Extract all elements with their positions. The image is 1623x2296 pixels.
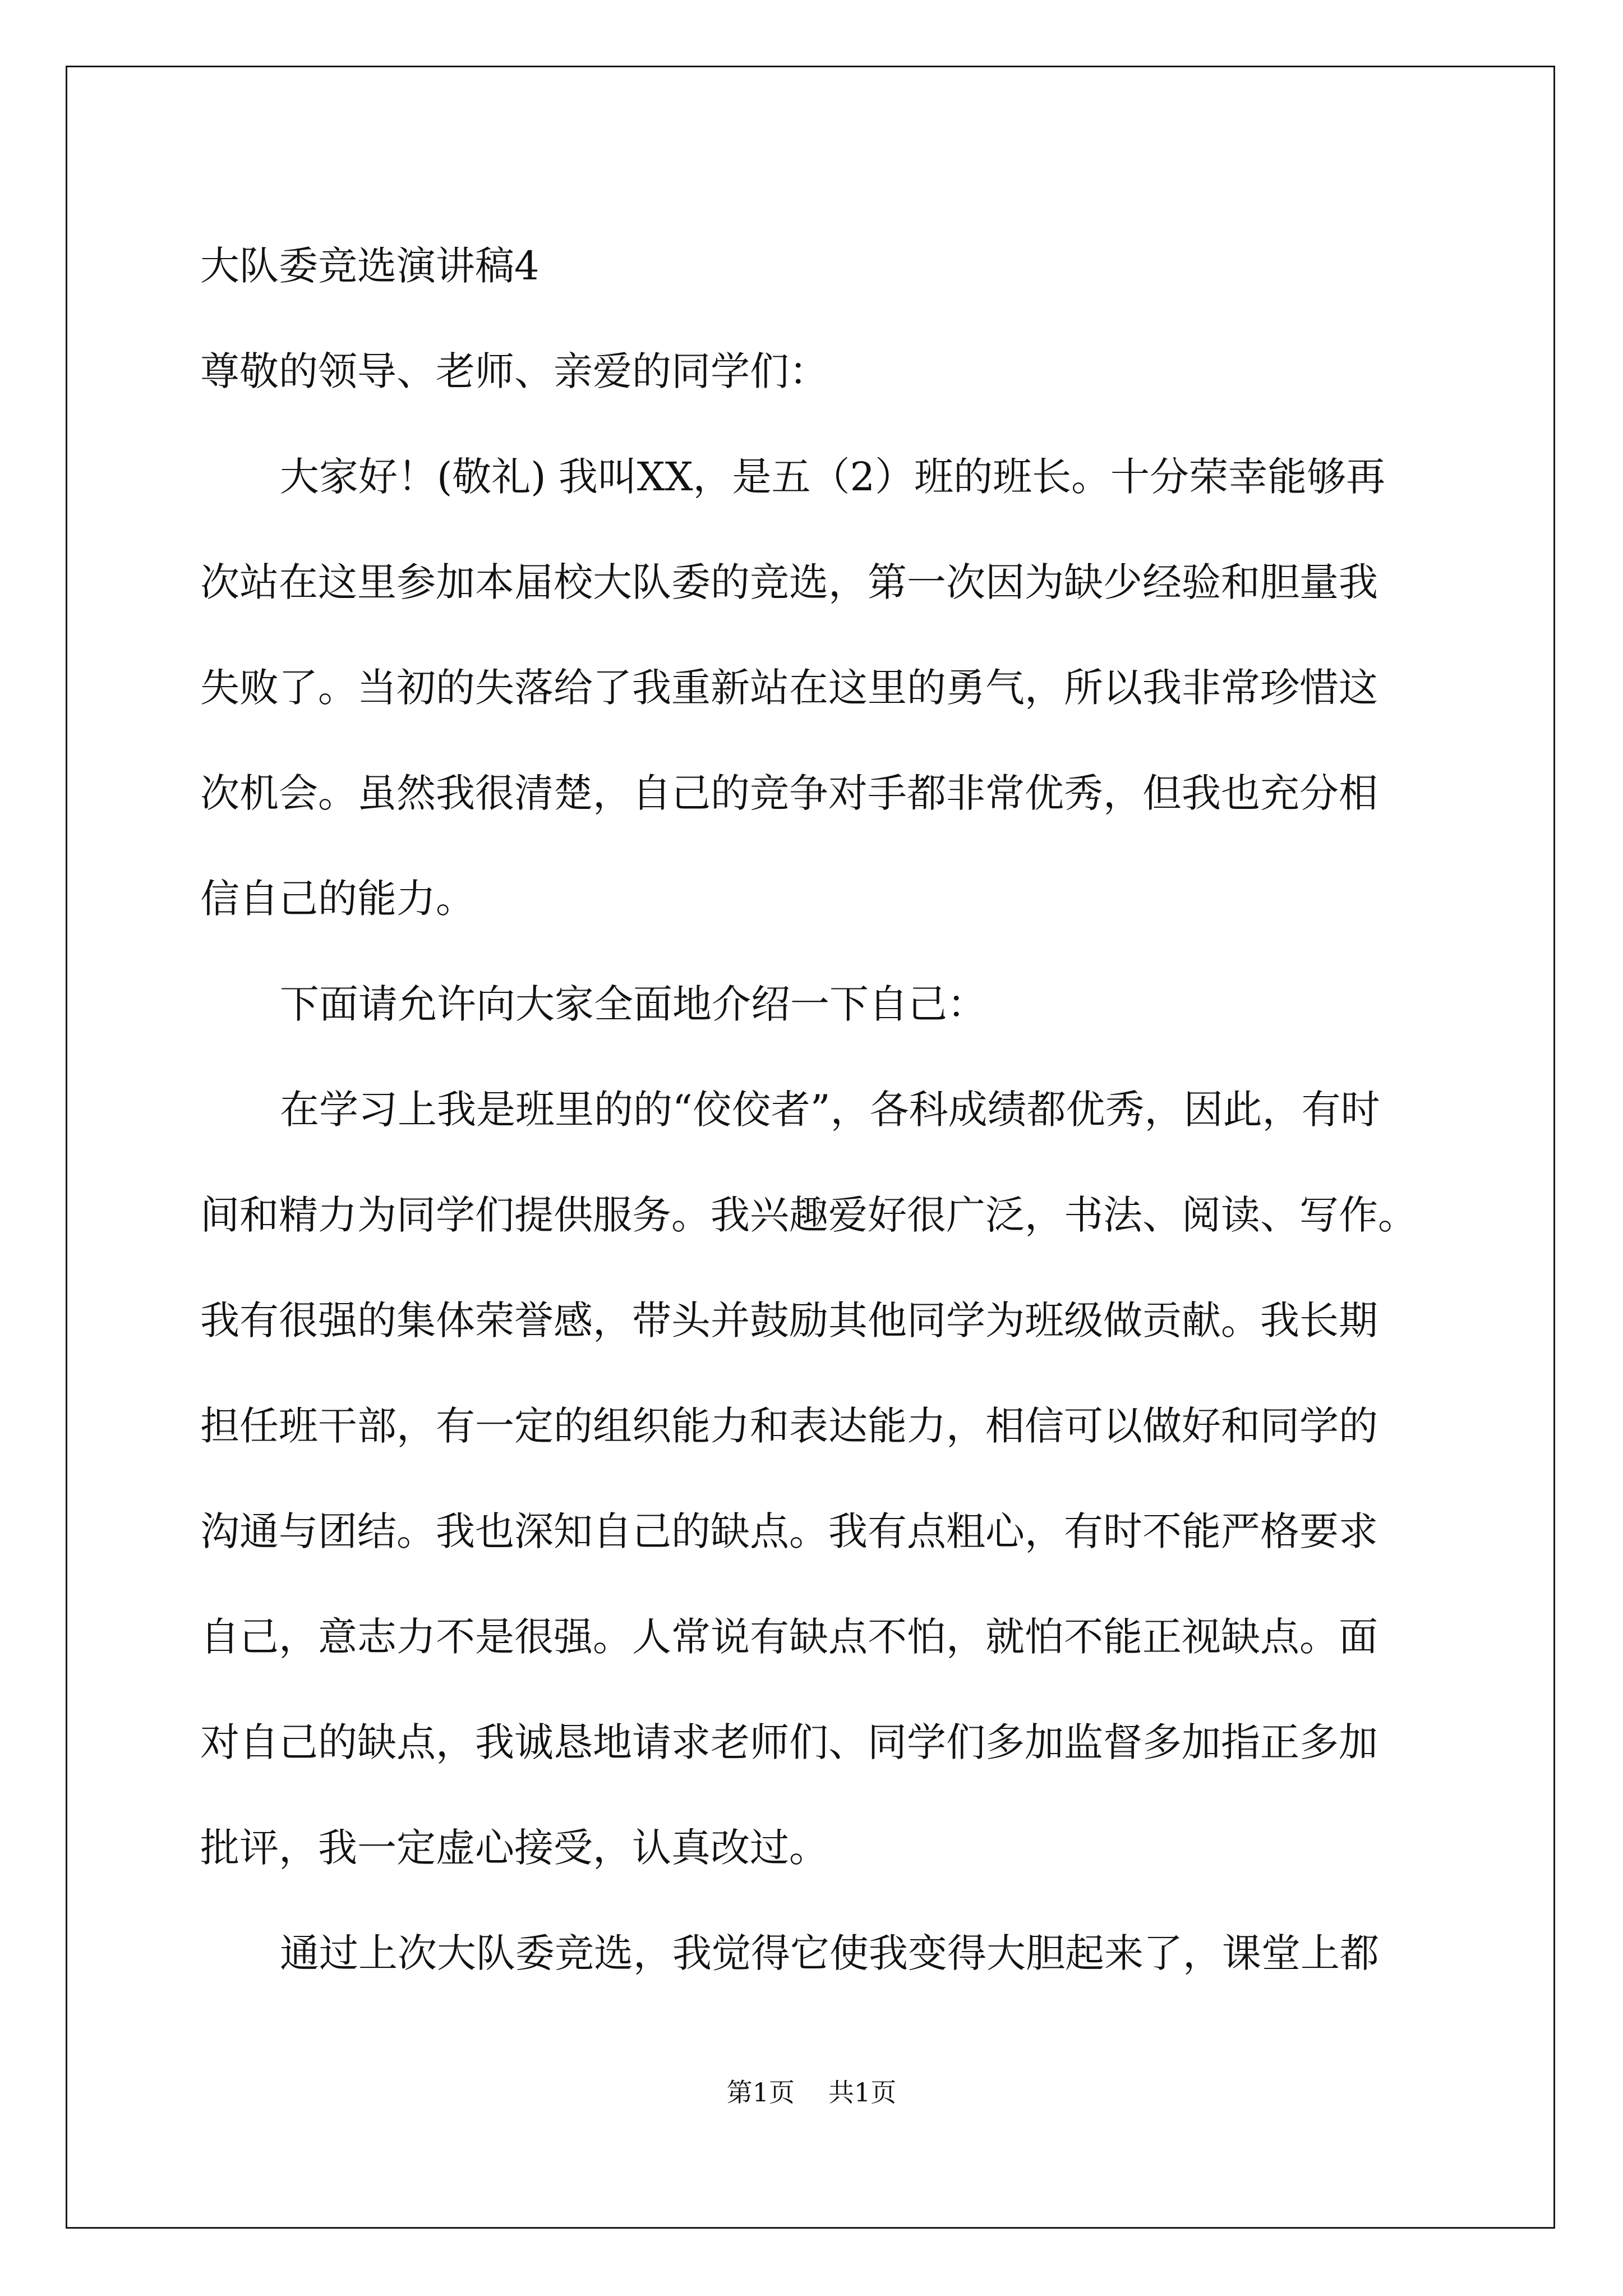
page-footer	[0, 2076, 1623, 2109]
text-line: 在学习上我是班里的的“佼佼者”，各科成绩都优秀，因此，有时	[280, 1087, 1380, 1133]
text-line: 次机会。虽然我很清楚，自己的竞争对手都非常优秀，但我也充分相	[200, 770, 1378, 816]
text-line: 自己，意志力不是很强。人常说有缺点不怕，就怕不能正视缺点。面	[200, 1614, 1378, 1660]
text-line: 担任班干部，有一定的组织能力和表达能力，相信可以做好和同学的	[200, 1403, 1378, 1449]
text-line: 批评，我一定虚心接受，认真改过。	[200, 1825, 828, 1871]
document-body	[200, 213, 1423, 2006]
page-total: 共1页	[828, 2077, 897, 2108]
text-line: 下面请允许向大家全面地介绍一下自己：	[280, 981, 986, 1027]
text-line: 通过上次大队委竞选，我觉得它使我变得大胆起来了，课堂上都	[280, 1930, 1379, 1976]
document-title: 大队委竞选演讲稿4	[200, 243, 540, 289]
body-text	[200, 424, 1423, 2006]
text-line: 沟通与团结。我也深知自己的缺点。我有点粗心，有时不能严格要求	[200, 1508, 1378, 1554]
text-line: 信自己的能力。	[200, 876, 475, 922]
text-line: 间和精力为同学们提供服务。我兴趣爱好很广泛，书法、阅读、写作。	[200, 1192, 1417, 1238]
text-line: 大家好！(敬礼) 我叫XX，是五（2）班的班长。十分荣幸能够再	[280, 454, 1386, 500]
salutation: 尊敬的领导、老师、亲爱的同学们：	[200, 348, 828, 394]
text-line: 我有很强的集体荣誉感，带头并鼓励其他同学为班级做贡献。我长期	[200, 1297, 1378, 1343]
page-number: 第1页	[726, 2077, 795, 2108]
text-line: 次站在这里参加本届校大队委的竞选，第一次因为缺少经验和胆量我	[200, 559, 1378, 605]
text-line: 对自己的缺点，我诚恳地请求老师们、同学们多加监督多加指正多加	[200, 1719, 1378, 1765]
text-line: 失败了。当初的失落给了我重新站在这里的勇气，所以我非常珍惜这	[200, 665, 1378, 711]
